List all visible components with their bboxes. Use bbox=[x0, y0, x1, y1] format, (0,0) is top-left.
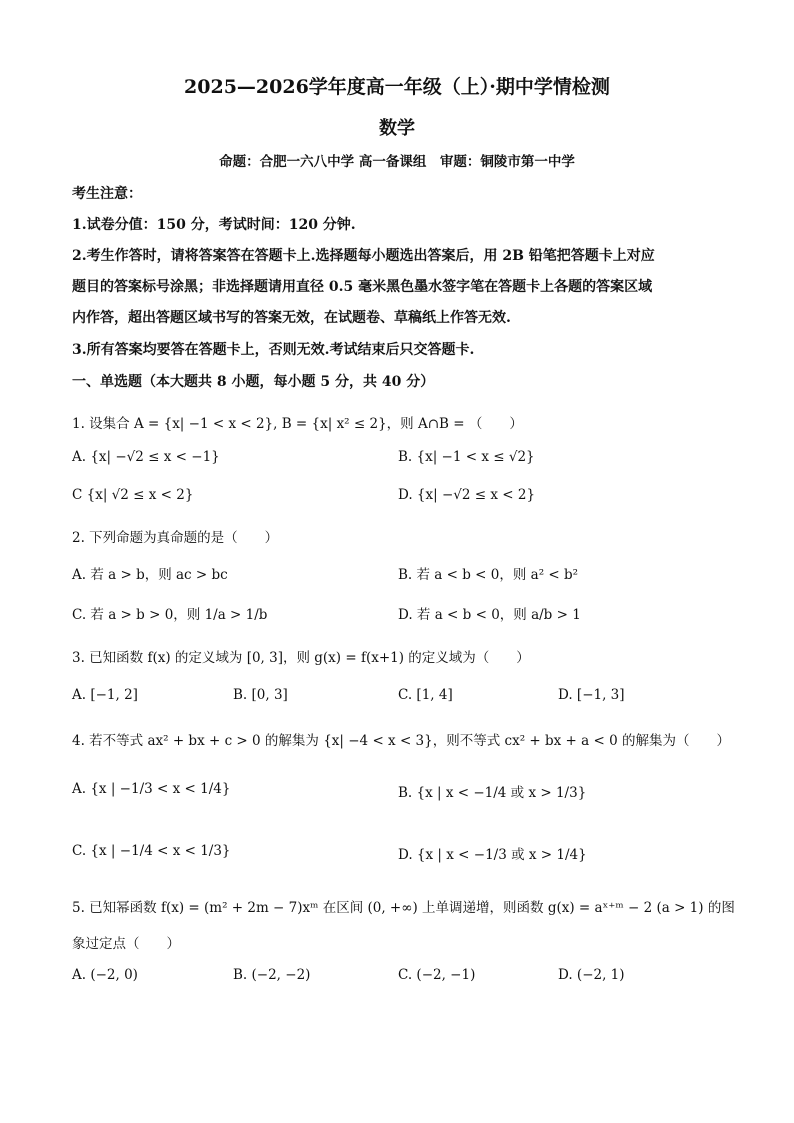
question-1-option-d: D. {x| −√2 ≤ x < 2} bbox=[398, 487, 536, 503]
question-4-option-a: A. {x | −1/3 < x < 1/4} bbox=[72, 781, 231, 797]
question-3-option-d: D. [−1, 3] bbox=[558, 687, 625, 703]
question-5-stem-line-1: 5. 已知幂函数 f(x) = (m² + 2m − 7)xᵐ 在区间 (0, +∞) 上单调递增，则函数 g(x) = aˣ⁺ᵐ − 2 (a > 1) 的图 bbox=[72, 900, 735, 916]
exam-title: 2025—2026学年度高一年级（上）·期中学情检测 bbox=[184, 76, 610, 98]
note-2-line-3: 内作答，超出答题区域书写的答案无效，在试题卷、草稿纸上作答无效. bbox=[72, 310, 511, 326]
subject-title: 数学 bbox=[379, 118, 415, 139]
note-2-line-1: 2.考生作答时，请将答案答在答题卡上.选择题每小题选出答案后，用 2B 铅笔把答题卡上对应 bbox=[72, 248, 655, 264]
question-5-option-a: A. (−2, 0) bbox=[72, 967, 138, 983]
question-1-stem: 1. 设集合 A = {x| −1 < x < 2}, B = {x| x² ≤ 2}，则 A∩B = （ ） bbox=[72, 416, 523, 432]
note-2-line-2: 题目的答案标号涂黑；非选择题请用直径 0.5 毫米黑色墨水签字笔在答题卡上各题的答案区域 bbox=[72, 279, 653, 295]
question-4-option-c: C. {x | −1/4 < x < 1/3} bbox=[72, 843, 231, 859]
question-5-option-b: B. (−2, −2) bbox=[233, 967, 311, 983]
note-1: 1.试卷分值：150 分，考试时间：120 分钟. bbox=[72, 217, 356, 233]
question-3-option-b: B. [0, 3] bbox=[233, 687, 288, 703]
question-5-stem-line-2: 象过定点（ ） bbox=[72, 936, 180, 952]
question-3-stem: 3. 已知函数 f(x) 的定义域为 [0, 3]，则 g(x) = f(x+1) 的定义域为（ ） bbox=[72, 650, 530, 666]
question-2-stem: 2. 下列命题为真命题的是（ ） bbox=[72, 530, 279, 546]
question-5-option-d: D. (−2, 1) bbox=[558, 967, 625, 983]
question-2-option-d: D. 若 a < b < 0，则 a/b > 1 bbox=[398, 607, 581, 623]
question-1-option-c: C {x| √2 ≤ x < 2} bbox=[72, 487, 194, 503]
question-2-option-a: A. 若 a > b，则 ac > bc bbox=[72, 567, 228, 583]
question-1-option-a: A. {x| −√2 ≤ x < −1} bbox=[72, 449, 220, 465]
question-4-option-d: D. {x | x < −1/3 或 x > 1/4} bbox=[398, 847, 587, 863]
question-1-option-b: B. {x| −1 < x ≤ √2} bbox=[398, 449, 535, 465]
question-5-option-c: C. (−2, −1) bbox=[398, 967, 476, 983]
notes-heading: 考生注意： bbox=[72, 186, 142, 202]
question-2-option-b: B. 若 a < b < 0，则 a² < b² bbox=[398, 567, 579, 583]
question-4-option-b: B. {x | x < −1/4 或 x > 1/3} bbox=[398, 785, 587, 801]
question-4-stem: 4. 若不等式 ax² + bx + c > 0 的解集为 {x| −4 < x < 3}，则不等式 cx² + bx + a < 0 的解集为（ ） bbox=[72, 733, 730, 749]
note-3: 3.所有答案均要答在答题卡上，否则无效.考试结束后只交答题卡. bbox=[72, 342, 475, 358]
question-3-option-c: C. [1, 4] bbox=[398, 687, 453, 703]
credit-line: 命题：合肥一六八中学 高一备课组 审题：铜陵市第一中学 bbox=[219, 154, 575, 170]
section-heading: 一、单选题（本大题共 8 小题，每小题 5 分，共 40 分） bbox=[72, 374, 435, 390]
question-2-option-c: C. 若 a > b > 0，则 1/a > 1/b bbox=[72, 607, 268, 623]
question-3-option-a: A. [−1, 2] bbox=[72, 687, 138, 703]
